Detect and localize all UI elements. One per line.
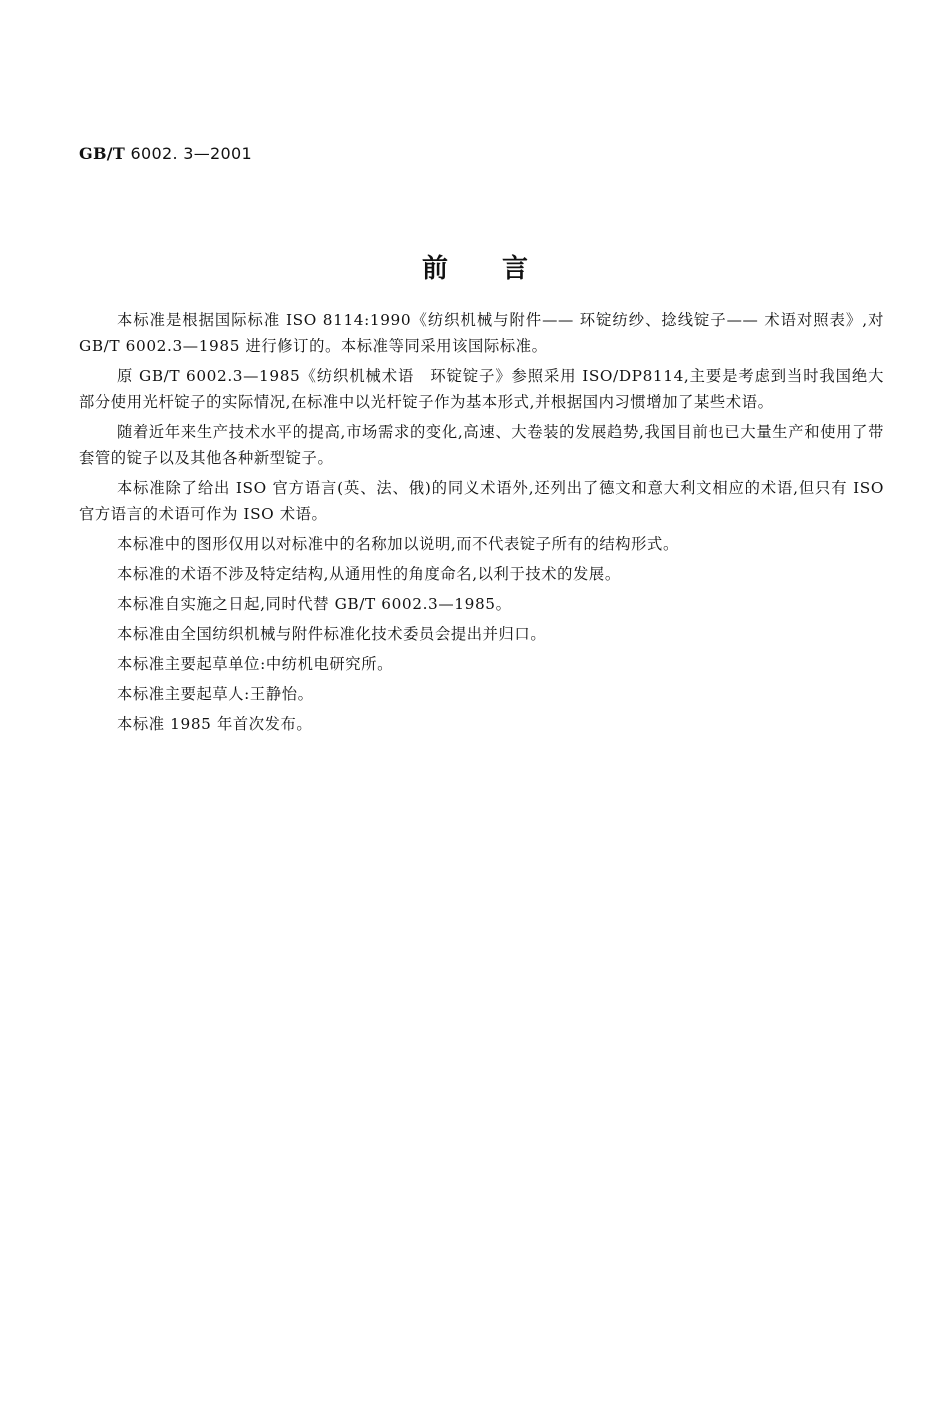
foreword-body [79,307,884,741]
paragraph: 本标准的术语不涉及特定结构,从通用性的角度命名,以利于技术的发展。 [117,565,621,583]
paragraph: 原 GB/T 6002.3—1985《纺织机械术语 环锭锭子》参照采用 ISO/DP8114,主要是考虑到当时我国绝大部分使用光杆锭子的实际情况,在标准中以光杆锭子作为基本形式,并根据国内习惯增加了某些术语。 [79,367,884,411]
standard-code [79,144,252,163]
paragraph: 本标准 1985 年首次发布。 [117,715,313,733]
paragraph: 本标准由全国纺织机械与附件标准化技术委员会提出并归口。 [117,625,547,643]
paragraph: 本标准自实施之日起,同时代替 GB/T 6002.3—1985。 [117,595,512,613]
paragraph: 本标准中的图形仅用以对标准中的名称加以说明,而不代表锭子所有的结构形式。 [117,535,679,553]
paragraph: 本标准主要起草单位:中纺机电研究所。 [117,655,394,673]
paragraph: 本标准除了给出 ISO 官方语言(英、法、俄)的同义术语外,还列出了德文和意大利文相应的术语,但只有 ISO 官方语言的术语可作为 ISO 术语。 [79,479,884,523]
standard-number: 6002. 3—2001 [130,144,252,163]
standard-prefix: GB/T [79,144,126,163]
paragraph: 本标准是根据国际标准 ISO 8114:1990《纺织机械与附件—— 环锭纺纱、捻线锭子—— 术语对照表》,对 GB/T 6002.3—1985 进行修订的。本标准等同采用该国际标准。 [79,311,884,355]
paragraph: 本标准主要起草人:王静怡。 [117,685,314,703]
page-title: 前言 [421,254,582,284]
paragraph: 随着近年来生产技术水平的提高,市场需求的变化,高速、大卷装的发展趋势,我国目前也已大量生产和使用了带套管的锭子以及其他各种新型锭子。 [79,423,884,467]
